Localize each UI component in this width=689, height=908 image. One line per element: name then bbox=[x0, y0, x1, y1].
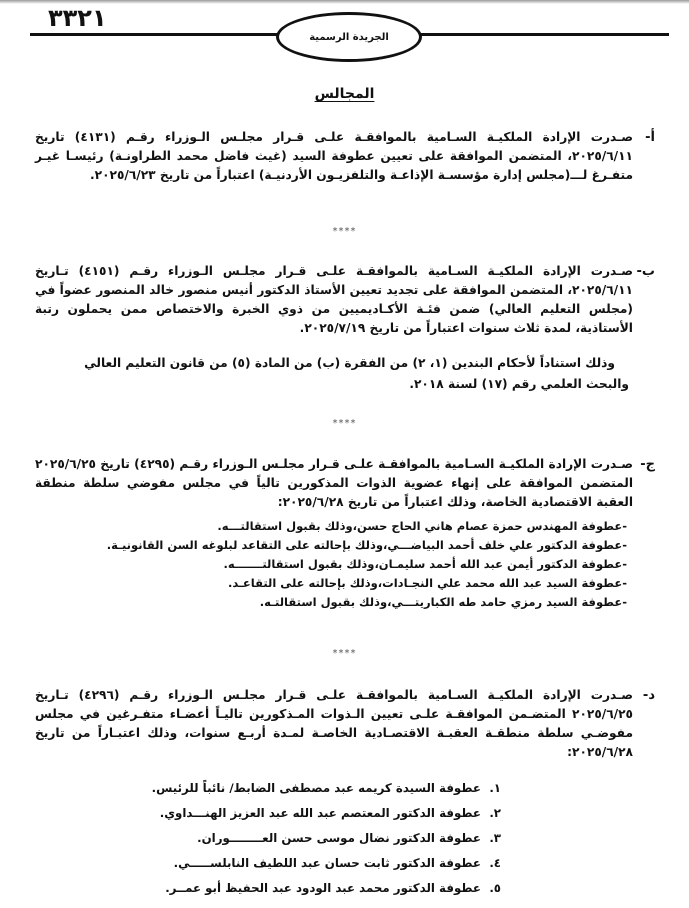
decree-item-d bbox=[35, 686, 655, 762]
list-item: -عطوفة المهندس حمزة عصام هاني الحاج حسن،وذلك بقبول استقالتـــه. bbox=[217, 519, 627, 533]
item-marker: د- bbox=[642, 688, 655, 703]
gazette-title-oval bbox=[276, 12, 422, 62]
item-text: صـدرت الإرادة الملكيـة السـامية بالموافقـة علـى قـرار مجلـس الـوزراء رقـم (٤١٣١) تاريخ ٢٠٢٥/٦/١١، المتضمن الموافقة على تعيين عطوفة السيد (غيث فاضل محمد الطراونـة) رئيسـا غيـر متفـرغ لـــ(مجلس إدارة مؤسسـة الإذاعـة والتلفزيـون الأردنيـة) اعتباراً من تاريخ ٢٠٢٥/٦/٢٣. bbox=[35, 130, 633, 182]
page-header bbox=[0, 0, 689, 70]
legal-basis-note: وذلك استناداً لأحكام البندين (١، ٢) من الفقرة (ب) من المادة (٥) من قانون التعليم العالي والبحث العلمي رقم (١٧) لسنة ٢٠١٨. bbox=[84, 356, 629, 391]
list-text: عطوفة الدكتور نضال موسى حسن العــــــــوران. bbox=[197, 831, 481, 845]
list-item bbox=[152, 851, 501, 876]
list-item: -عطوفة الدكتور علي خلف أحمد البياضـــي،وذلك بإحالته على التقاعد لبلوغه السن القانونيـة. bbox=[106, 538, 627, 552]
list-number: ٣. bbox=[489, 831, 501, 845]
list-item: -عطوفة السيد عبد الله محمد علي النجـادات،وذلك بإحالته على التقاعـد. bbox=[227, 576, 627, 590]
section-title-text: المجالس bbox=[314, 86, 375, 102]
list-number: ٥. bbox=[489, 881, 501, 895]
separator: **** bbox=[332, 226, 357, 237]
list-text: عطوفة الدكتور محمد عبد الودود عبد الحفيظ أبو عمــر. bbox=[165, 881, 481, 895]
list-text: عطوفة السيدة كريمه عبد مصطفى الضابط/ نائباً للرئيس. bbox=[151, 781, 481, 795]
item-text: صـدرت الإرادة الملكيـة السـامية بالموافقـة علـى قـرار مجلـس الـوزراء رقـم (٤٢٩٦) تـاريخ ٢٠٢٥/٦/٢٥ المتضـمن الموافقـة علـى تعيين الـذوات المـذكورين تاليـاً أعضـاء متفـرغين في مجلس مفوضـي سلطة منطقـة العقبـة الاقتصـادية الخاصـة لمـدة أربـع سنوات، وذلك اعتبـاراً من تاريخ ٢٠٢٥/٦/٢٨: bbox=[35, 688, 633, 759]
list-number: ٢. bbox=[489, 806, 501, 820]
appointed-members-list bbox=[152, 776, 501, 901]
item-text: صـدرت الإرادة الملكيـة السـامية بالموافقـة علـى قـرار مجلـس الـوزراء رقـم (٤١٥١) تـاريخ ٢٠٢٥/٦/١١، المتضمن الموافقة على تجديد تعيين الأستاذ الدكتور أنيس منصور خالد المنصور عضواً في (مجلس التعليم العالي) ضمن فئـة الأكـاديميين من ذوي الخبرة والاختصاص ممن يحملون رتبة الأستاذية، لمدة ثلاث سنوات اعتباراً من تاريخ ٢٠٢٥/٧/١٩. bbox=[35, 264, 633, 335]
list-text: عطوفة الدكتور ثابت حسان عبد اللطيف النابلســـــي. bbox=[173, 856, 481, 870]
list-item bbox=[152, 776, 501, 801]
list-item bbox=[152, 826, 501, 851]
separator: **** bbox=[332, 418, 357, 429]
item-text: صـدرت الإرادة الملكيـة السـامية بالموافقـة علـى قـرار مجلـس الـوزراء رقـم (٤٢٩٥) تاريخ ٢٠٢٥/٦/٢٥ المتضمن الموافقة على إنهاء عضوية الذوات المذكورين تالياً في مجلس مفوضي سلطة منطقة العقبة الاقتصادية الخاصة، وذلك اعتباراً من تاريخ ٢٠٢٥/٦/٢٨: bbox=[35, 457, 633, 509]
list-item: -عطوفة السيد رمزي حامد طه الكباريتـــي،وذلك بقبول استقالتـه. bbox=[259, 595, 627, 609]
separator: **** bbox=[332, 648, 357, 659]
terminated-members-list bbox=[107, 517, 627, 612]
list-item: -عطوفة الدكتور أيمن عبد الله أحمد سليمـان،وذلك بقبول استقالتـــــــه. bbox=[223, 557, 627, 571]
decree-item-b bbox=[35, 262, 655, 338]
item-marker: أ- bbox=[645, 130, 655, 145]
page-number: ٣٣٢١ bbox=[48, 4, 107, 32]
item-marker: ب- bbox=[636, 264, 655, 279]
section-title bbox=[0, 86, 689, 102]
decree-item-a bbox=[35, 128, 655, 185]
item-marker: ج- bbox=[640, 457, 655, 472]
list-item bbox=[152, 876, 501, 901]
list-text: عطوفة الدكتور المعتصم عبد الله عبد العزيز الهنـــداوي. bbox=[159, 806, 481, 820]
gazette-title: الجريدة الرسمية bbox=[309, 31, 389, 43]
decree-item-c bbox=[35, 455, 655, 512]
list-number: ١. bbox=[489, 781, 501, 795]
list-item bbox=[152, 801, 501, 826]
list-number: ٤. bbox=[489, 856, 501, 870]
